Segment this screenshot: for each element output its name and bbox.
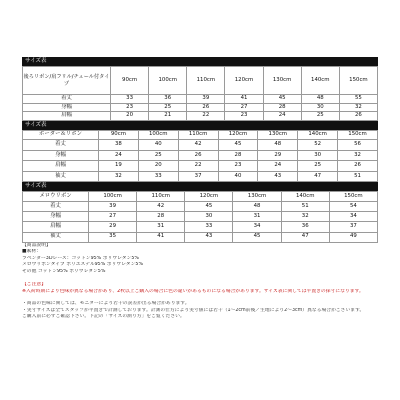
size-table-title: サイズ表 [22,57,378,66]
table-cell: 28 [218,150,258,161]
table-cell: 21 [149,112,187,121]
material-line: メロウリボンタイプ ポリエステル95% ポリウレタン5% [22,262,144,268]
product-info [22,243,378,275]
table-row [23,202,378,212]
size-table-title: サイズ表 [22,121,378,130]
table-cell: 56 [338,140,378,151]
material-line: その他 コットン95% ポリウレタン5% [22,268,106,274]
table-cell: 24 [99,150,139,161]
size-column-header: 120cm [218,131,258,140]
material-label: ■素材： [22,249,41,255]
table-cell: 38 [99,140,139,151]
caution-line: ・商品の色味に関しては、モニターにより若干の誤差が出る場合があります。 [22,301,190,307]
row-label: 身幅 [23,150,99,161]
table-cell: 47 [298,171,338,182]
size-column-header: 140cm [281,192,329,202]
table-cell: 35 [89,232,137,242]
table-row [23,212,378,222]
table-cell: 36 [149,95,187,104]
table-cell: 33 [185,222,233,232]
table-cell: 32 [338,150,378,161]
table-cell: 26 [178,150,218,161]
table-cell: 28 [263,103,301,112]
size-column-header: 90cm [99,131,139,140]
table-cell: 33 [111,95,149,104]
table-cell: 19 [99,161,139,172]
table-cell: 40 [218,171,258,182]
table-cell: 45 [233,232,281,242]
table-cell: 39 [89,202,137,212]
row-label: 肩幅 [23,222,89,232]
table-cell: 51 [338,171,378,182]
table-cell: 34 [233,222,281,232]
table-cell: 45 [263,95,301,104]
table-cell: 43 [258,171,298,182]
table-cell: 32 [99,171,139,182]
table-cell: 31 [137,222,185,232]
size-column-header: 110cm [137,192,185,202]
table-cell: 37 [329,222,377,232]
row-label: 身幅 [23,212,89,222]
table-cell: 25 [298,161,338,172]
table-cell: 39 [187,95,225,104]
table-cell: 42 [178,140,218,151]
table-row [23,103,378,112]
table-cell: 29 [258,150,298,161]
table-cell: 26 [187,103,225,112]
table-cell: 48 [301,95,339,104]
table-cell: 33 [138,171,178,182]
size-column-header: 150cm [329,192,377,202]
size-column-header: 120cm [185,192,233,202]
table-cell: 40 [138,140,178,151]
size-column-header: 140cm [298,131,338,140]
table-stub-header: メロウリボン [23,192,89,202]
table-cell: 32 [281,212,329,222]
table-cell: 26 [338,161,378,172]
row-label: 袖丈 [23,232,89,242]
size-column-header: 100cm [89,192,137,202]
table-cell: 20 [138,161,178,172]
caution-line: ※入荷時期により色味が異なる場合があり、2枚以上ご購入の場合に色の違いがあるものになる場合があります。サイズ表に関しては平置きの採寸になります。 [22,288,364,294]
product-info-heading: 【商品説明】 [22,243,51,248]
table-cell: 41 [137,232,185,242]
table-cell: 30 [301,103,339,112]
row-label: 着丈 [23,140,99,151]
table-cell: 22 [178,161,218,172]
table-stub-header: ボーダー＆リボン [23,131,99,140]
size-column-header: 140cm [301,67,339,95]
table-cell: 37 [178,171,218,182]
table-cell: 25 [301,112,339,121]
row-label: 着丈 [23,95,111,104]
table-cell: 22 [187,112,225,121]
row-label: 袖丈 [23,171,99,182]
size-table-3 [22,182,378,243]
table-cell: 23 [111,103,149,112]
size-table-1 [22,57,378,129]
size-column-header: 150cm [339,67,377,95]
size-column-header: 100cm [149,67,187,95]
table-cell: 49 [329,232,377,242]
table-cell: 55 [339,95,377,104]
table-cell: 30 [298,150,338,161]
table-cell: 32 [339,103,377,112]
size-column-header: 110cm [178,131,218,140]
table-cell: 48 [233,202,281,212]
caution-line: ・実寸サイズは全てスタッフが平置きで計測しております。計測の仕方により実寸値には若干（1～2cm前後／生地により2～3cm）異なる場合がございます。 [22,307,365,313]
table-cell: 27 [225,103,263,112]
table-cell: 24 [263,112,301,121]
table-cell: 28 [137,212,185,222]
size-column-header: 110cm [187,67,225,95]
table-row [23,95,378,104]
size-table-title: サイズ表 [22,182,378,191]
table-cell: 25 [149,103,187,112]
table-cell: 31 [233,212,281,222]
table-cell: 27 [89,212,137,222]
row-label: 着丈 [23,202,89,212]
table-cell: 41 [225,95,263,104]
table-row [23,150,378,161]
table-cell: 20 [111,112,149,121]
row-label: 肩幅 [23,161,99,172]
table-row [23,161,378,172]
table-cell: 25 [138,150,178,161]
table-cell: 47 [281,232,329,242]
table-row [23,140,378,151]
table-cell: 42 [137,202,185,212]
row-label: 身幅 [23,103,111,112]
table-row [23,222,378,232]
table-cell: 51 [281,202,329,212]
table-cell: 45 [218,140,258,151]
table-cell: 45 [185,202,233,212]
table-stub-header: 後ろリボン/肩フリル/チュール付タイプ [23,67,111,95]
size-column-header: 100cm [138,131,178,140]
table-row [23,232,378,242]
table-cell: 23 [218,161,258,172]
table-cell: 48 [258,140,298,151]
caution-heading: 【ご注意】 [22,282,46,287]
caution-line: ご購入前に必ずご確認下さい。下記の「サイズの測り方」をご覧ください。 [22,314,185,320]
size-column-header: 130cm [233,192,281,202]
table-row [23,171,378,182]
table-cell: 29 [89,222,137,232]
table-cell: 24 [258,161,298,172]
size-column-header: 90cm [111,67,149,95]
caution-notes [22,282,378,321]
table-cell: 43 [185,232,233,242]
size-table-2 [22,121,378,182]
size-column-header: 130cm [258,131,298,140]
table-cell: 54 [329,202,377,212]
row-label: 肩幅 [23,112,111,121]
table-cell: 26 [339,112,377,121]
table-cell: 30 [185,212,233,222]
size-column-header: 130cm [263,67,301,95]
material-line: ラベンダー3Dレース：コットン95% ポリウレタン5% [22,255,139,261]
table-row [23,112,378,121]
table-cell: 36 [281,222,329,232]
table-cell: 23 [225,112,263,121]
size-column-header: 150cm [338,131,378,140]
size-column-header: 120cm [225,67,263,95]
table-cell: 34 [329,212,377,222]
table-cell: 52 [298,140,338,151]
